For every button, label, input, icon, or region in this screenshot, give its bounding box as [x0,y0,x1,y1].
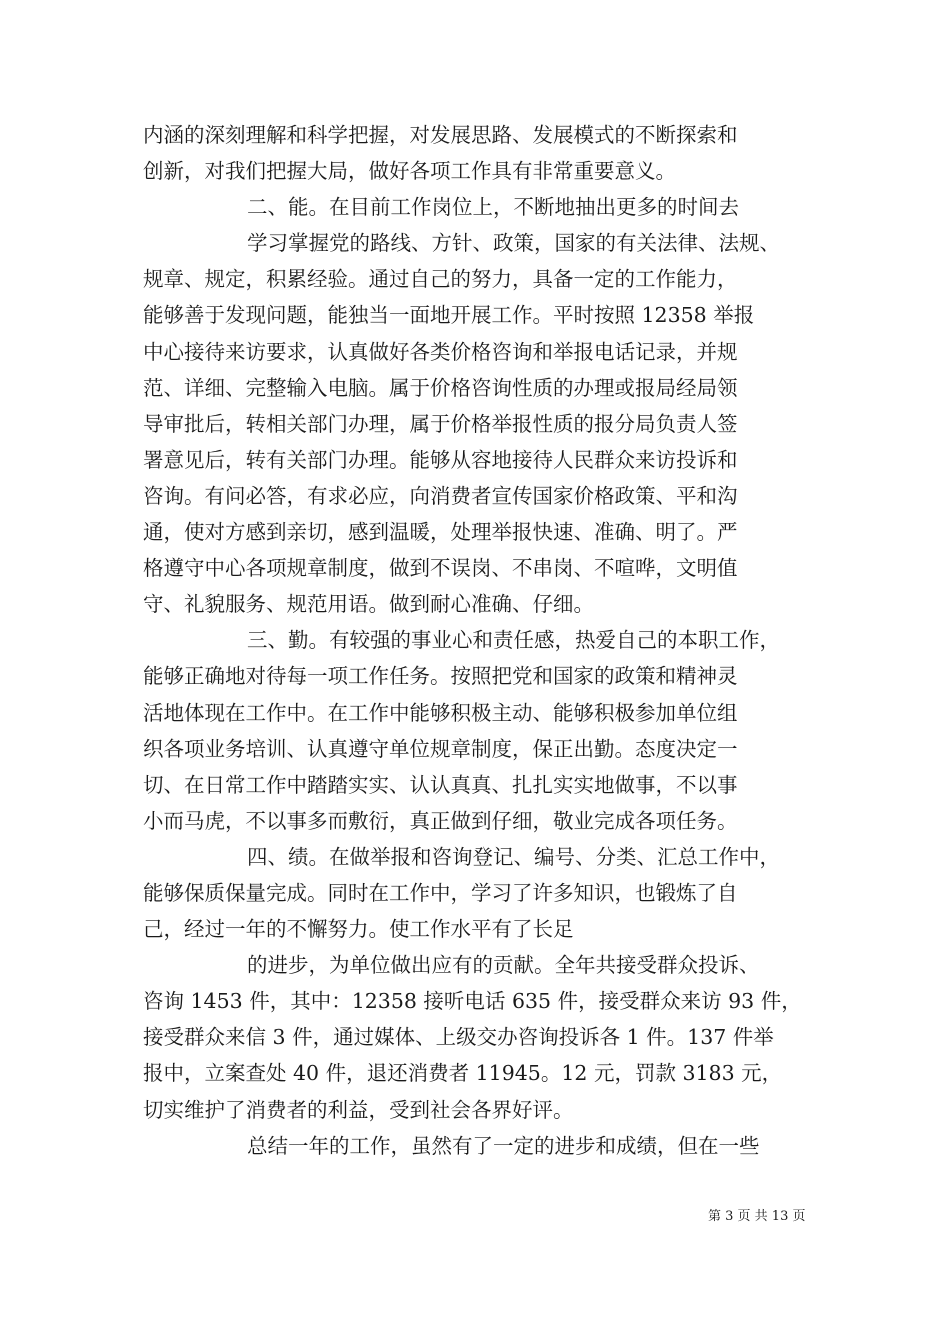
text-line: 规章、规定，积累经验。通过自己的努力，具备一定的工作能力， [143,267,738,292]
text-line: 总结一年的工作，虽然有了一定的进步和成绩，但在一些 [247,1133,760,1158]
text-line: 织各项业务培训、认真遵守单位规章制度，保正出勤。态度决定一 [143,736,738,761]
text-line: 己，经过一年的不懈努力。使工作水平有了长足 [143,917,574,942]
text-line: 中心接待来访要求，认真做好各类价格咨询和举报电话记录，并规 [143,339,738,364]
text-line: 报中，立案查处 40 件，退还消费者 11945。12 元，罚款 3183 元， [143,1061,783,1086]
text-line: 通，使对方感到亲切，感到温暖，处理举报快速、准确、明了。严 [143,520,738,545]
text-line: 咨询 1453 件，其中：12358 接听电话 635 件，接受群众来访 93 件， [143,989,802,1014]
text-line: 三、勤。有较强的事业心和责任感，热爱自己的本职工作， [247,628,780,653]
text-line: 创新，对我们把握大局，做好各项工作具有非常重要意义。 [143,159,676,184]
text-line: 切实维护了消费者的利益，受到社会各界好评。 [143,1097,574,1122]
text-line: 能够保质保量完成。同时在工作中，学习了许多知识，也锻炼了自 [143,880,738,905]
text-line: 切、在日常工作中踏踏实实、认认真真、扎扎实实地做事，不以事 [143,772,738,797]
text-line: 咨询。有问必答，有求必应，向消费者宣传国家价格政策、平和沟 [143,483,738,508]
text-line: 守、礼貌服务、规范用语。做到耐心准确、仔细。 [143,592,594,617]
text-line: 四、绩。在做举报和咨询登记、编号、分类、汇总工作中， [247,844,780,869]
text-line: 内涵的深刻理解和科学把握，对发展思路、发展模式的不断探索和 [143,123,738,147]
text-line: 署意见后，转有关部门办理。能够从容地接待人民群众来访投诉和 [143,447,738,472]
text-line: 小而马虎，不以事多而敷衍，真正做到仔细，敬业完成各项任务。 [143,808,738,833]
text-line: 范、详细、完整输入电脑。属于价格咨询性质的办理或报局经局领 [143,375,738,400]
page-number: 第 3 页 共 13 页 [708,1209,806,1224]
text-line: 导审批后，转相关部门办理，属于价格举报性质的报分局负责人签 [143,411,738,436]
text-line: 能够正确地对待每一项工作任务。按照把党和国家的政策和精神灵 [143,664,738,689]
text-line: 能够善于发现问题，能独当一面地开展工作。平时按照 12358 举报 [143,303,755,328]
text-line: 接受群众来信 3 件，通过媒体、上级交办咨询投诉各 1 件。137 件举 [143,1025,774,1050]
text-line: 格遵守中心各项规章制度，做到不误岗、不串岗、不喧哗，文明值 [143,556,738,581]
body-text [143,117,813,1164]
text-line: 活地体现在工作中。在工作中能够积极主动、能够积极参加单位组 [143,700,738,725]
text-line: 的进步，为单位做出应有的贡献。全年共接受群众投诉、 [247,953,760,978]
text-line: 二、能。在目前工作岗位上，不断地抽出更多的时间去 [247,195,739,220]
text-line: 学习掌握党的路线、方针、政策，国家的有关法律、法规、 [247,231,780,256]
